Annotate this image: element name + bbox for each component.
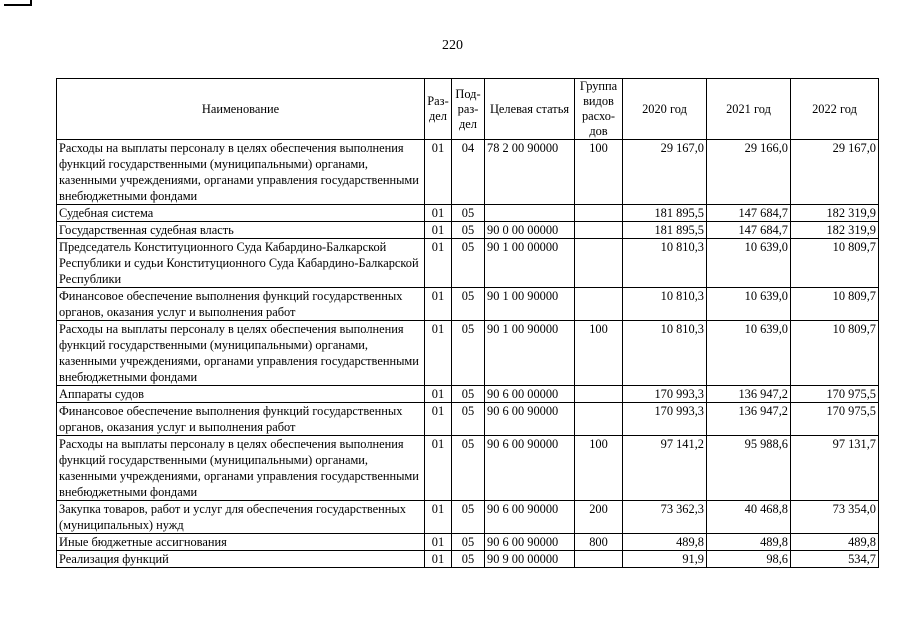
- cell-expense-group: [575, 205, 623, 222]
- cell-section: 01: [425, 386, 452, 403]
- cell-target-article: 90 1 00 90000: [485, 288, 575, 321]
- cell-section: 01: [425, 140, 452, 205]
- cell-amount-2022: 10 809,7: [791, 321, 879, 386]
- cell-subsection: 05: [452, 205, 485, 222]
- cell-amount-2021: 10 639,0: [707, 321, 791, 386]
- cell-expense-group: [575, 403, 623, 436]
- cell-expense-group: 100: [575, 436, 623, 501]
- cell-amount-2020: 489,8: [623, 534, 707, 551]
- table-row: [57, 222, 879, 239]
- cell-name: Судебная система: [57, 205, 425, 222]
- cell-name: Аппараты судов: [57, 386, 425, 403]
- cell-amount-2021: 136 947,2: [707, 386, 791, 403]
- cell-amount-2022: 182 319,9: [791, 222, 879, 239]
- cell-subsection: 05: [452, 222, 485, 239]
- header-year-2020: 2020 год: [623, 79, 707, 140]
- cell-expense-group: [575, 551, 623, 568]
- cell-target-article: 90 6 00 90000: [485, 501, 575, 534]
- cell-amount-2022: 10 809,7: [791, 288, 879, 321]
- cell-amount-2020: 170 993,3: [623, 403, 707, 436]
- table-row: [57, 321, 879, 386]
- cell-section: 01: [425, 321, 452, 386]
- cell-target-article: 90 0 00 00000: [485, 222, 575, 239]
- cell-target-article: 90 6 00 90000: [485, 403, 575, 436]
- header-subsection: Под-раз-дел: [452, 79, 485, 140]
- cell-subsection: 05: [452, 321, 485, 386]
- cell-amount-2021: 29 166,0: [707, 140, 791, 205]
- cell-amount-2021: 136 947,2: [707, 403, 791, 436]
- scan-corner-mark: [4, 0, 32, 6]
- table-row: [57, 140, 879, 205]
- cell-amount-2022: 97 131,7: [791, 436, 879, 501]
- cell-expense-group: [575, 386, 623, 403]
- table-row: [57, 551, 879, 568]
- header-name: Наименование: [57, 79, 425, 140]
- cell-expense-group: [575, 239, 623, 288]
- table-header-row: [57, 79, 879, 140]
- cell-amount-2022: 170 975,5: [791, 386, 879, 403]
- cell-target-article: 90 6 00 00000: [485, 386, 575, 403]
- cell-subsection: 05: [452, 403, 485, 436]
- header-year-2021: 2021 год: [707, 79, 791, 140]
- budget-table: [56, 78, 879, 568]
- cell-section: 01: [425, 205, 452, 222]
- table-row: [57, 288, 879, 321]
- cell-amount-2020: 10 810,3: [623, 239, 707, 288]
- cell-section: 01: [425, 436, 452, 501]
- cell-target-article: [485, 205, 575, 222]
- cell-subsection: 05: [452, 386, 485, 403]
- cell-expense-group: 100: [575, 321, 623, 386]
- cell-expense-group: [575, 288, 623, 321]
- table-body: [57, 140, 879, 568]
- table-row: [57, 436, 879, 501]
- table-row: [57, 403, 879, 436]
- cell-amount-2021: 10 639,0: [707, 288, 791, 321]
- cell-amount-2020: 97 141,2: [623, 436, 707, 501]
- cell-subsection: 05: [452, 239, 485, 288]
- cell-name: Государственная судебная власть: [57, 222, 425, 239]
- cell-section: 01: [425, 501, 452, 534]
- cell-section: 01: [425, 222, 452, 239]
- cell-amount-2020: 10 810,3: [623, 321, 707, 386]
- cell-amount-2021: 10 639,0: [707, 239, 791, 288]
- cell-target-article: 90 1 00 00000: [485, 239, 575, 288]
- cell-name: Расходы на выплаты персоналу в целях обеспечения выполнения функций государственными (муниципальными) органами, казенными учреждениями, органами управления государственными внебюджетными фондами: [57, 140, 425, 205]
- cell-amount-2020: 73 362,3: [623, 501, 707, 534]
- cell-amount-2022: 534,7: [791, 551, 879, 568]
- cell-target-article: 90 1 00 90000: [485, 321, 575, 386]
- cell-amount-2022: 73 354,0: [791, 501, 879, 534]
- cell-name: Расходы на выплаты персоналу в целях обеспечения выполнения функций государственными (муниципальными) органами, казенными учреждениями, органами управления государственными внебюджетными фондами: [57, 321, 425, 386]
- table-row: [57, 205, 879, 222]
- cell-name: Председатель Конституционного Суда Кабардино-Балкарской Республики и судьи Конституционного Суда Кабардино-Балкарской Республики: [57, 239, 425, 288]
- cell-section: 01: [425, 551, 452, 568]
- cell-name: Закупка товаров, работ и услуг для обеспечения государственных (муниципальных) нужд: [57, 501, 425, 534]
- page-number: 220: [442, 38, 463, 53]
- cell-subsection: 05: [452, 436, 485, 501]
- cell-section: 01: [425, 239, 452, 288]
- cell-section: 01: [425, 534, 452, 551]
- cell-name: Расходы на выплаты персоналу в целях обеспечения выполнения функций государственными (муниципальными) органами, казенными учреждениями, органами управления государственными внебюджетными фондами: [57, 436, 425, 501]
- cell-amount-2022: 182 319,9: [791, 205, 879, 222]
- header-target-article: Целевая статья: [485, 79, 575, 140]
- cell-amount-2021: 95 988,6: [707, 436, 791, 501]
- cell-amount-2022: 10 809,7: [791, 239, 879, 288]
- cell-target-article: 90 6 00 90000: [485, 534, 575, 551]
- cell-target-article: 90 9 00 00000: [485, 551, 575, 568]
- cell-target-article: 90 6 00 90000: [485, 436, 575, 501]
- cell-subsection: 05: [452, 501, 485, 534]
- cell-amount-2020: 181 895,5: [623, 222, 707, 239]
- cell-amount-2021: 147 684,7: [707, 205, 791, 222]
- cell-amount-2020: 170 993,3: [623, 386, 707, 403]
- header-year-2022: 2022 год: [791, 79, 879, 140]
- cell-name: Иные бюджетные ассигнования: [57, 534, 425, 551]
- table-row: [57, 239, 879, 288]
- cell-amount-2020: 91,9: [623, 551, 707, 568]
- cell-amount-2021: 40 468,8: [707, 501, 791, 534]
- cell-amount-2020: 29 167,0: [623, 140, 707, 205]
- cell-section: 01: [425, 288, 452, 321]
- cell-expense-group: 200: [575, 501, 623, 534]
- cell-section: 01: [425, 403, 452, 436]
- cell-subsection: 05: [452, 551, 485, 568]
- table-row: [57, 501, 879, 534]
- cell-amount-2020: 181 895,5: [623, 205, 707, 222]
- cell-expense-group: [575, 222, 623, 239]
- cell-amount-2021: 147 684,7: [707, 222, 791, 239]
- cell-name: Реализация функций: [57, 551, 425, 568]
- cell-subsection: 05: [452, 288, 485, 321]
- cell-amount-2022: 29 167,0: [791, 140, 879, 205]
- cell-expense-group: 800: [575, 534, 623, 551]
- cell-amount-2022: 170 975,5: [791, 403, 879, 436]
- cell-target-article: 78 2 00 90000: [485, 140, 575, 205]
- cell-amount-2022: 489,8: [791, 534, 879, 551]
- cell-amount-2021: 489,8: [707, 534, 791, 551]
- cell-amount-2021: 98,6: [707, 551, 791, 568]
- table-row: [57, 534, 879, 551]
- cell-name: Финансовое обеспечение выполнения функций государственных органов, оказания услуг и выполнения работ: [57, 288, 425, 321]
- header-section: Раз-дел: [425, 79, 452, 140]
- header-expense-group: Группа видов расхо-дов: [575, 79, 623, 140]
- cell-subsection: 05: [452, 534, 485, 551]
- cell-expense-group: 100: [575, 140, 623, 205]
- cell-name: Финансовое обеспечение выполнения функций государственных органов, оказания услуг и выполнения работ: [57, 403, 425, 436]
- table-row: [57, 386, 879, 403]
- cell-subsection: 04: [452, 140, 485, 205]
- cell-amount-2020: 10 810,3: [623, 288, 707, 321]
